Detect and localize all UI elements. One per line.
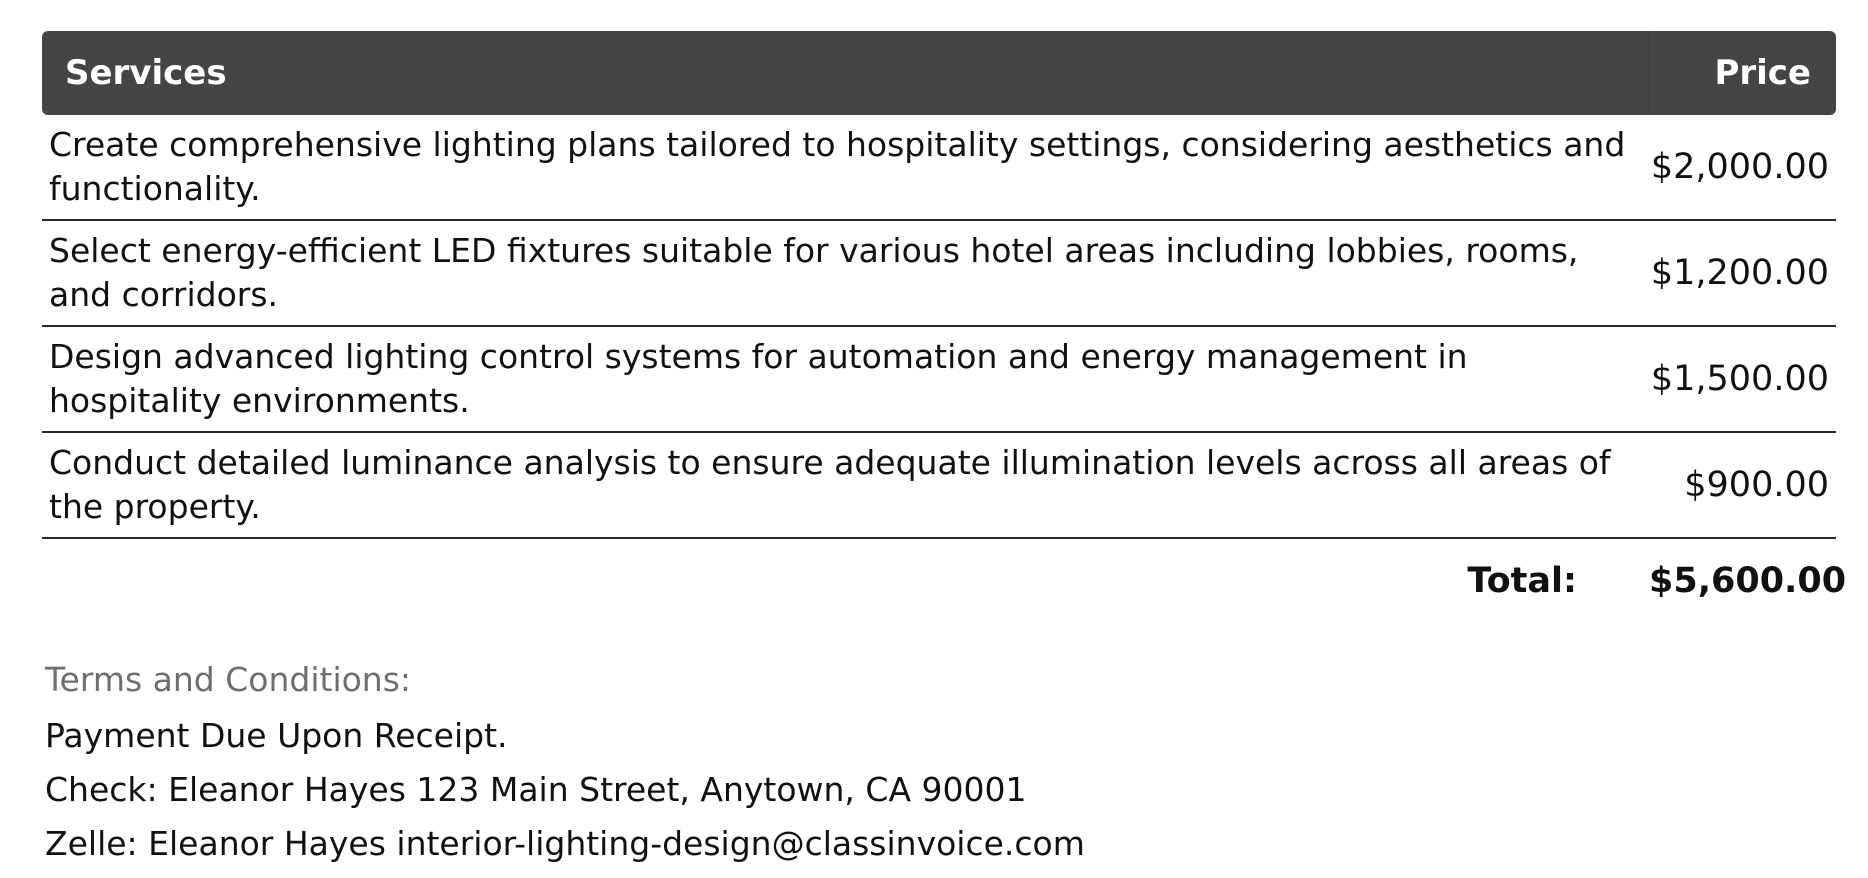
service-price: $900.00 bbox=[1684, 465, 1829, 505]
service-description: Conduct detailed luminance analysis to ensure adequate illumination levels across all areas of the property. bbox=[49, 443, 1611, 526]
total-label: Total: bbox=[1467, 561, 1577, 601]
services-column-header: Services bbox=[65, 53, 227, 93]
table-row bbox=[42, 433, 1836, 539]
total-value: $5,600.00 bbox=[1649, 561, 1847, 601]
service-description: Select energy-efficient LED fixtures suitable for various hotel areas including lobbies, rooms, and corridors. bbox=[49, 231, 1579, 314]
terms-zelle-line: Zelle: Eleanor Hayes interior-lighting-design@classinvoice.com bbox=[45, 824, 1085, 863]
terms-heading: Terms and Conditions: bbox=[45, 660, 412, 699]
terms-section bbox=[45, 660, 1085, 878]
terms-payment-line: Payment Due Upon Receipt. bbox=[45, 716, 508, 755]
service-price: $1,200.00 bbox=[1650, 253, 1829, 293]
table-row bbox=[42, 115, 1836, 221]
table-row bbox=[42, 221, 1836, 327]
terms-check-line: Check: Eleanor Hayes 123 Main Street, Anytown, CA 90001 bbox=[45, 770, 1027, 809]
service-description: Create comprehensive lighting plans tailored to hospitality settings, considering aesthetics and functionality. bbox=[49, 125, 1626, 208]
total-row bbox=[42, 539, 1847, 623]
price-column-header: Price bbox=[1649, 31, 1836, 115]
table-header bbox=[42, 31, 1836, 115]
service-price: $1,500.00 bbox=[1650, 359, 1829, 399]
service-description: Design advanced lighting control systems for automation and energy management in hospitality environments. bbox=[49, 337, 1468, 420]
table-row bbox=[42, 327, 1836, 433]
service-price: $2,000.00 bbox=[1650, 147, 1829, 187]
services-table bbox=[42, 31, 1847, 623]
